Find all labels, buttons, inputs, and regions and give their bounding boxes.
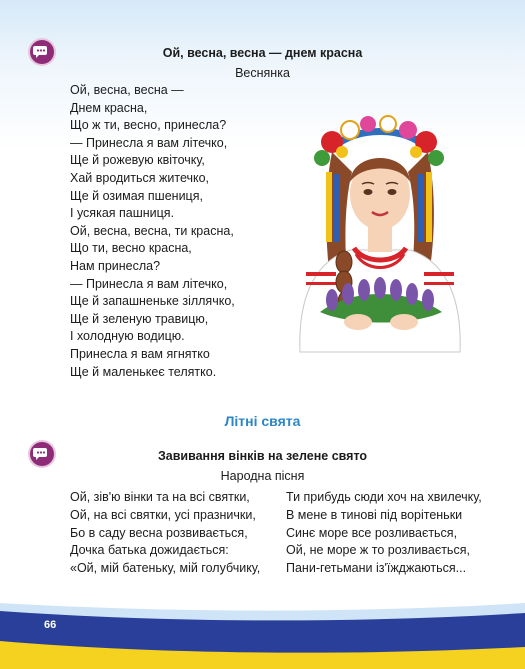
poem-line: — Принесла я вам літечко, — [70, 276, 228, 291]
poem-line: Ой, на всі святки, усі празнички, — [70, 507, 256, 522]
poem-line: В мене в тинові під ворітеньки — [286, 507, 463, 522]
poem-line: Хай вродиться житечко, — [70, 170, 210, 185]
poem-line: Ще й маленькеє телятко. — [70, 364, 217, 379]
poem-line: Ой, весна, весна — — [70, 83, 184, 97]
poem-line: Нам принесла? — [70, 258, 161, 273]
poem-line: Ще й зеленую травицю, — [70, 311, 209, 326]
poem-line: Ой, зів'ю вінки та на всі святки, — [70, 490, 250, 504]
poem-line: І усякая пашниця. — [70, 206, 175, 221]
poem-line: Ще й запашненьке зіллячко, — [70, 294, 235, 309]
poem-text — [70, 82, 235, 381]
poem-line: Ой, не море ж то розливається, — [286, 543, 470, 558]
poem-line: Днем красна, — [70, 100, 148, 115]
poem-column-right — [286, 489, 482, 578]
poem-line: Синє море все розливається, — [286, 525, 458, 540]
song-genre: Веснянка — [235, 66, 290, 80]
poem-line: І холодную водицю. — [70, 329, 185, 344]
poem-line: Що ти, весно красна, — [70, 241, 192, 256]
poem-column-left — [70, 489, 260, 578]
poem-line: — Принесла я вам літечко, — [70, 135, 228, 150]
girl-illustration — [292, 112, 468, 362]
poem-line: Дочка батька дожидається: — [70, 543, 229, 558]
song-title: Ой, весна, весна — днем красна — [162, 46, 363, 60]
poem-line: Ти прибудь сюди хоч на хвилечку, — [286, 490, 482, 504]
poem-line: «Ой, мій батеньку, мій голубчику, — [70, 561, 261, 576]
poem-line: Пани-гетьмани із'їжджаються... — [286, 561, 467, 576]
section-title: Літні свята — [224, 413, 301, 429]
poem-line: Ще й озимая пшениця, — [70, 188, 203, 203]
song-genre: Народна пісня — [220, 469, 305, 483]
poem-line: Що ж ти, весно, принесла? — [70, 118, 227, 133]
song-title: Завивання вінків на зелене свято — [157, 449, 368, 463]
poem-line: Ой, весна, весна, ти красна, — [70, 223, 234, 238]
poem-line: Принесла я вам ягнятко — [70, 346, 210, 361]
page-number: 66 — [44, 619, 57, 631]
bottom-wave-band — [0, 595, 525, 669]
poem-line: Ще й рожевую квіточку, — [70, 153, 205, 168]
poem-line: Бо в саду весна розвивається, — [70, 525, 248, 540]
